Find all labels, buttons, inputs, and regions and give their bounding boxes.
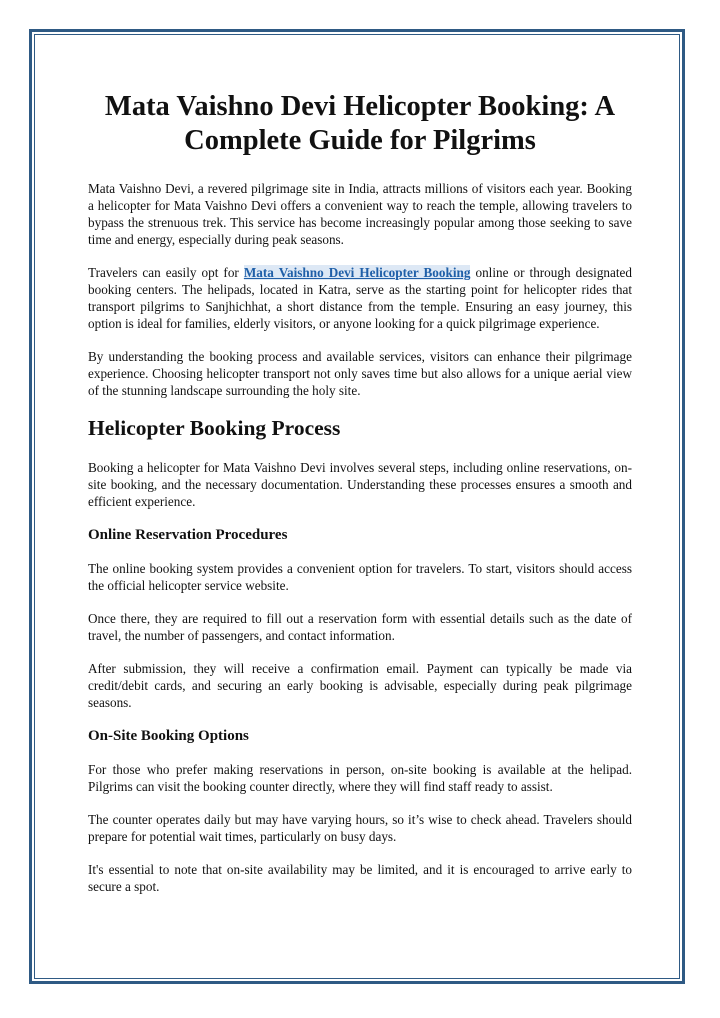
document-body [88,90,632,911]
subheading-onsite-booking: On-Site Booking Options [88,728,249,744]
online-paragraph-1: The online booking system provides a convenient option for travelers. To start, visitors should access the official helicopter service website. [88,561,632,593]
intro-paragraph-2-end: online or through designated booking centers. The helipads, located in Katra, serve as the starting point for helicopter rides that transport pilgrims to Sanjhichhat, a short distance from the temple. Ensuring an easy journey, this option is ideal for families, elderly visitors, or anyone looking for a quick pilgrimage experience. [88,265,632,331]
intro-paragraph-2-start: Travelers can easily opt for [88,265,244,280]
section-heading-booking-process: Helicopter Booking Process [88,416,341,440]
onsite-paragraph-1: For those who prefer making reservations in person, on-site booking is available at the helipad. Pilgrims can visit the booking counter directly, where they will find staff ready to assist. [88,762,632,794]
intro-paragraph-3: By understanding the booking process and available services, visitors can enhance their pilgrimage experience. Choosing helicopter transport not only saves time but also allows for a unique aerial view of the stunning landscape surrounding the holy site. [88,349,632,398]
helicopter-booking-link[interactable]: Mata Vaishno Devi Helicopter Booking [243,265,471,280]
document-title: Mata Vaishno Devi Helicopter Booking: A Complete Guide for Pilgrims [104,91,616,156]
online-paragraph-2: Once there, they are required to fill out a reservation form with essential details such as the date of travel, the number of passengers, and contact information. [88,611,632,643]
booking-process-paragraph: Booking a helicopter for Mata Vaishno Devi involves several steps, including online reservations, on-site booking, and the necessary documentation. Understanding these processes ensures a smooth and efficient experience. [88,460,632,509]
subheading-online-reservation: Online Reservation Procedures [88,527,288,543]
intro-paragraph-1: Mata Vaishno Devi, a revered pilgrimage site in India, attracts millions of visitors each year. Booking a helicopter for Mata Vaishno Devi offers a convenient way to reach the temple, allowing travelers to bypass the strenuous trek. This service has become increasingly popular among those seeking to save time and energy, especially during peak seasons. [88,181,632,247]
online-paragraph-3: After submission, they will receive a confirmation email. Payment can typically be made via credit/debit cards, and securing an early booking is advisable, especially during peak pilgrimage seasons. [88,661,632,710]
onsite-paragraph-3: It's essential to note that on-site availability may be limited, and it is encouraged to arrive early to secure a spot. [88,862,632,894]
intro-paragraph-2 [88,264,632,332]
onsite-paragraph-2: The counter operates daily but may have varying hours, so it’s wise to check ahead. Travelers should prepare for potential wait times, particularly on busy days. [88,812,632,844]
